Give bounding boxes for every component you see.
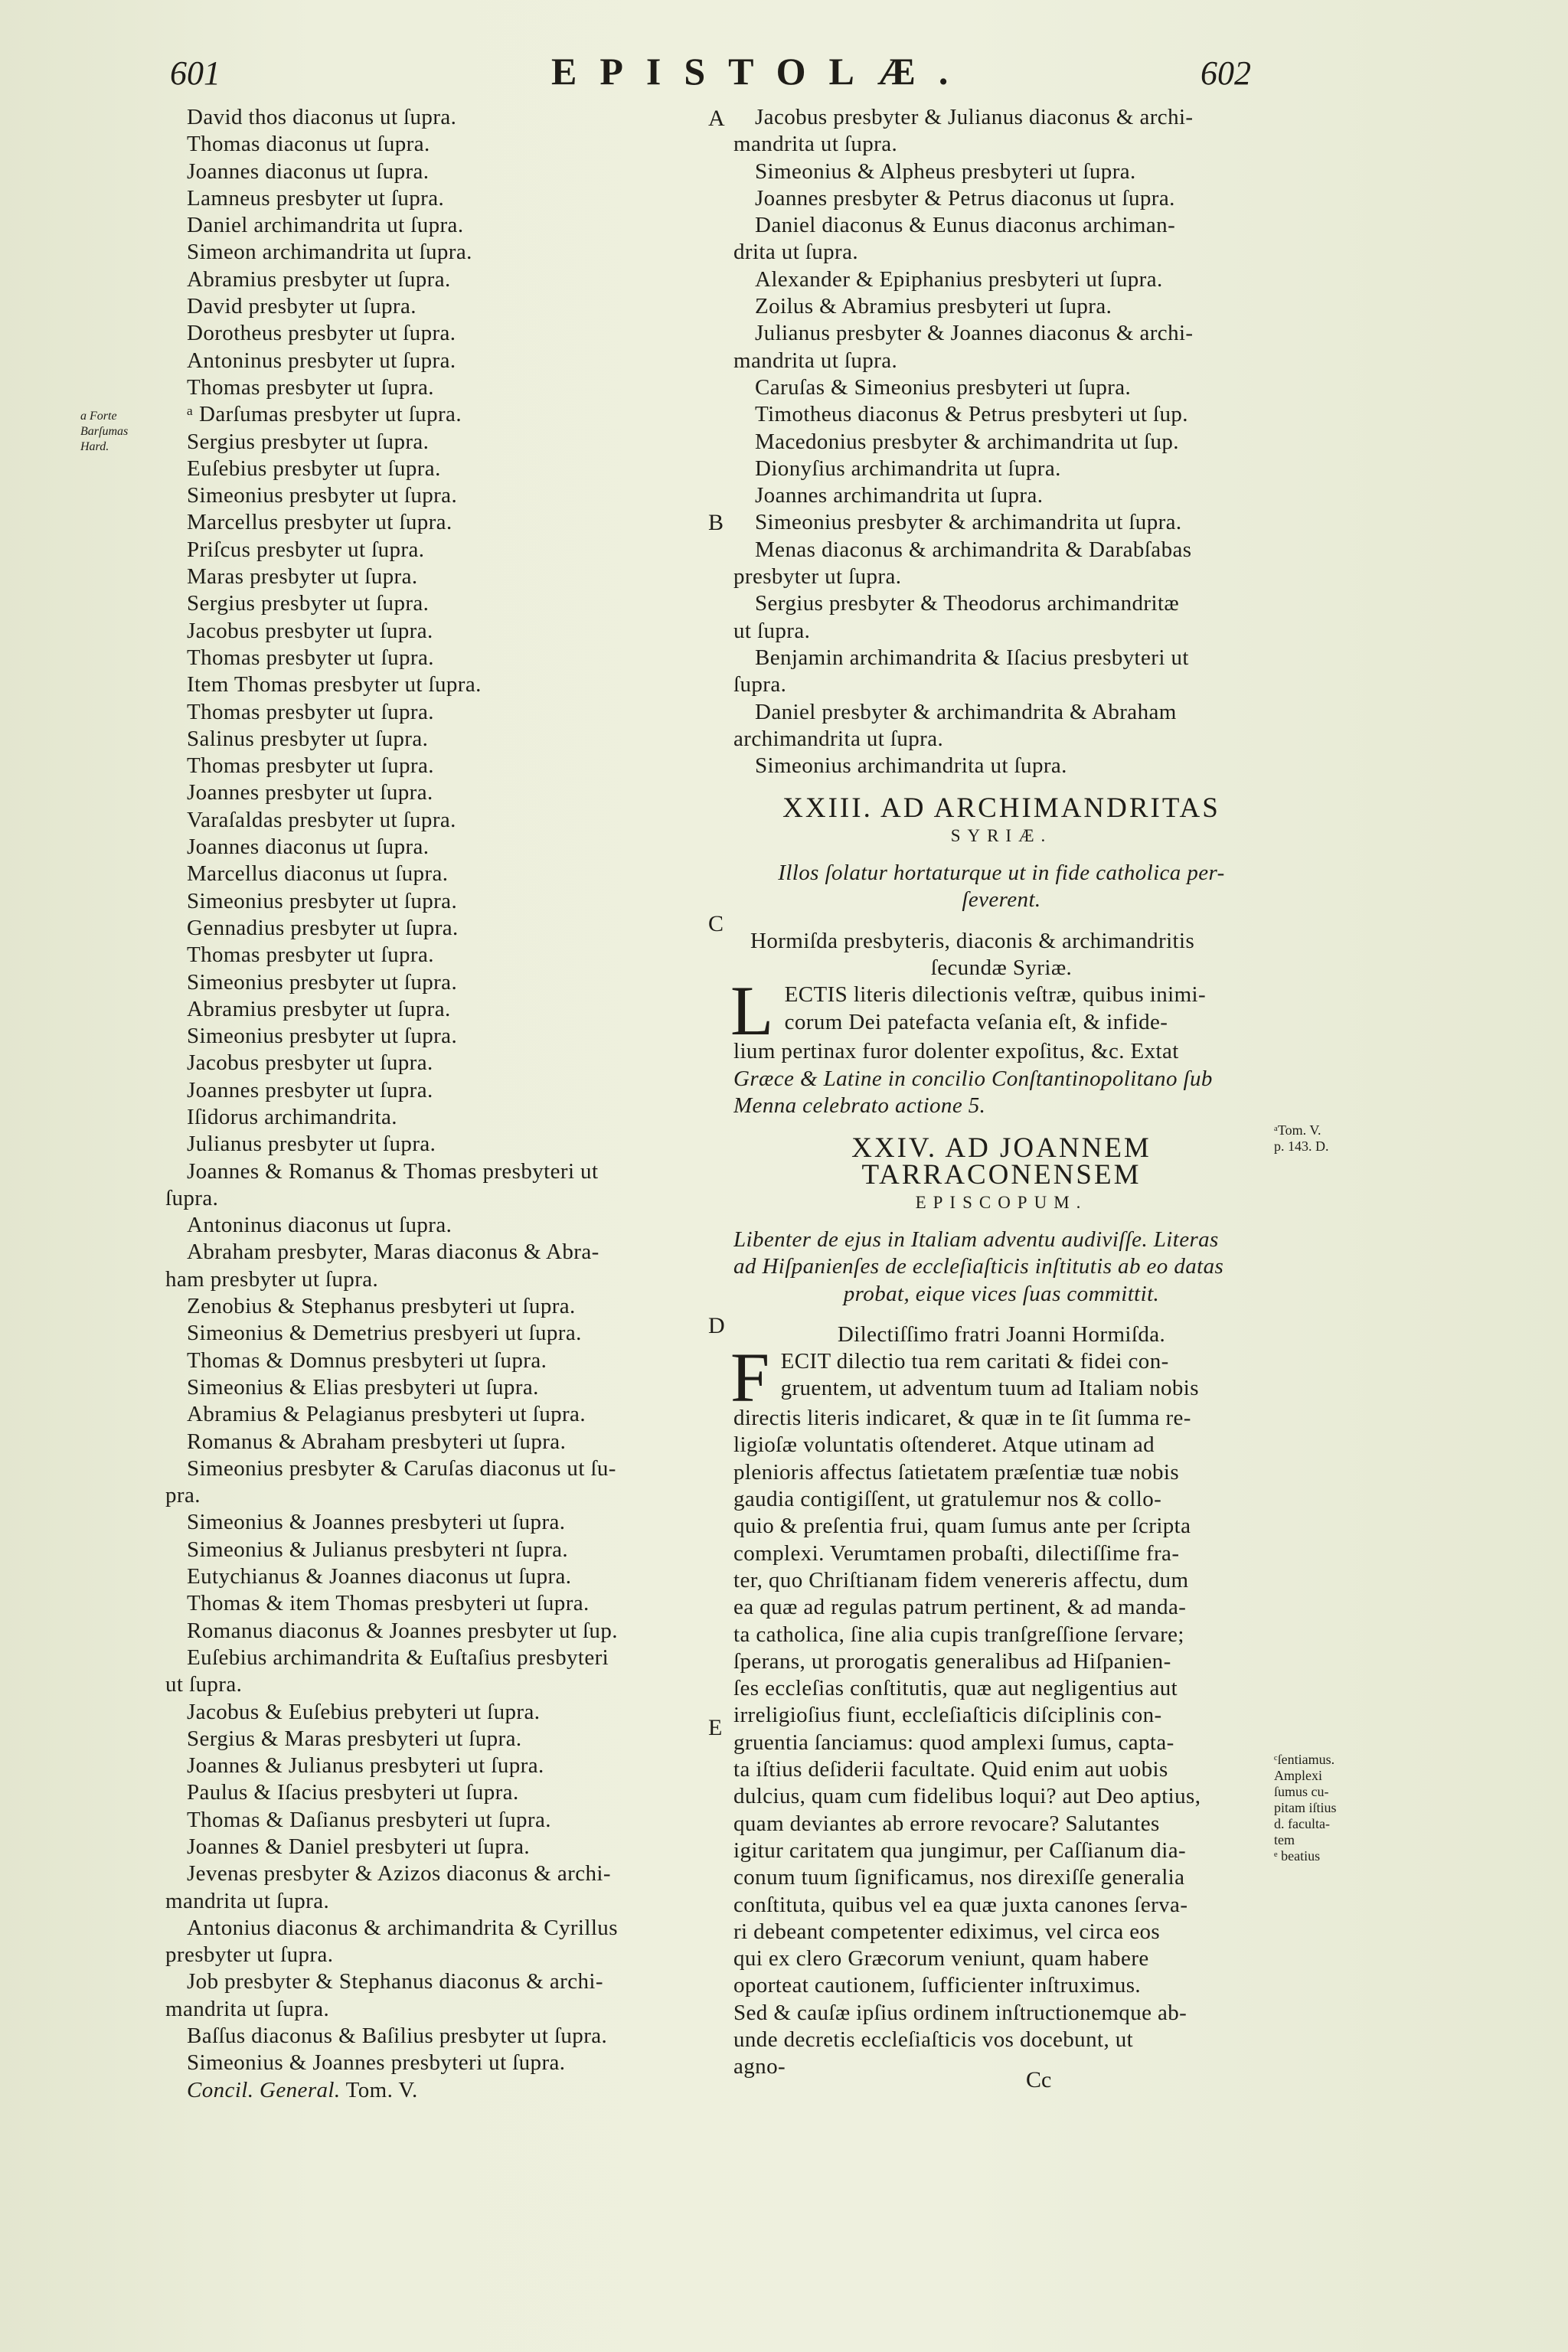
text-line: Abramius & Pelagianus presbyteri ut ſupra.: [187, 1402, 586, 1427]
body-line: Sed & cauſæ ipſius ordinem inſtructionemque ab-: [733, 2000, 1187, 2025]
body-line: dulcius, quam cum fidelibus loqui? aut Deo aptius,: [733, 1784, 1201, 1809]
footer-roman: Tom. V.: [345, 2077, 418, 2102]
text-line: ſupra.: [733, 672, 787, 697]
running-title: EPISTOLÆ.: [551, 50, 972, 93]
margin-note-line: ᵃTom. V.: [1274, 1122, 1321, 1138]
text-line: ſupra.: [165, 1185, 219, 1210]
body-line: corum Dei patefacta veſania eſt, & infide-: [784, 1009, 1168, 1034]
body-line: lium pertinax furor dolenter expoſitus, &c. Extat: [733, 1039, 1179, 1064]
text-line: Simeonius presbyter ut ſupra.: [187, 888, 458, 913]
text-line: Dionyſius archimandrita ut ſupra.: [755, 456, 1061, 481]
section-23-dropcap: L: [730, 972, 774, 1050]
text-line: Simeonius presbyter ut ſupra.: [187, 1024, 458, 1049]
body-line: plenioris affectus ſatietatem præſentiæ tuæ nobis: [733, 1459, 1180, 1485]
text-line: Benjamin archimandrita & Iſacius presbyteri ut: [755, 645, 1189, 670]
text-line: Simeonius presbyter ut ſupra.: [187, 483, 458, 508]
text-line: Caruſas & Simeonius presbyteri ut ſupra.: [755, 374, 1132, 400]
left-column: [165, 104, 701, 2104]
text-line: Gennadius presbyter ut ſupra.: [187, 915, 459, 940]
text-line: Jacobus presbyter ut ſupra.: [187, 618, 433, 643]
text-line: Thomas & Daſianus presbyteri ut ſupra.: [187, 1807, 551, 1832]
text-line: Thomas diaconus ut ſupra.: [187, 132, 430, 157]
text-line: pra.: [165, 1483, 201, 1508]
text-line: Thomas & Domnus presbyteri ut ſupra.: [187, 1348, 547, 1373]
text-line: Zoilus & Abramius presbyteri ut ſupra.: [755, 294, 1112, 319]
text-line: Daniel archimandrita ut ſupra.: [187, 213, 464, 238]
text-line: Simeonius & Joannes presbyteri ut ſupra.: [187, 2050, 566, 2076]
text-line: Romanus & Abraham presbyteri ut ſupra.: [187, 1429, 567, 1454]
margin-note-line: d. faculta-: [1274, 1816, 1330, 1831]
section-letter-a: A: [708, 106, 725, 131]
section-24-subtitle: EPISCOPUM.: [915, 1192, 1088, 1212]
text-line: Timotheus diaconus & Petrus presbyteri ut ſup.: [755, 402, 1188, 427]
margin-note-line: p. 143. D.: [1274, 1138, 1329, 1154]
text-line: Joannes diaconus ut ſupra.: [187, 158, 430, 184]
text-line: Thomas presbyter ut ſupra.: [187, 753, 434, 779]
text-line: Daniel presbyter & archimandrita & Abraham: [755, 699, 1177, 724]
text-line: Sergius presbyter ut ſupra.: [187, 591, 430, 616]
text-line: Simeonius & Alpheus presbyteri ut ſupra.: [755, 158, 1136, 184]
body-line: ter, quo Chriſtianam fidem venereris affectu, dum: [733, 1567, 1189, 1592]
section-24-dropcap: F: [730, 1338, 770, 1417]
text-line: Simeonius presbyter & Caruſas diaconus ut ſu-: [187, 1455, 616, 1481]
text-line: Sergius presbyter ut ſupra.: [187, 429, 430, 454]
signature-mark: Cc: [1026, 2067, 1052, 2092]
section-letter-b: B: [708, 510, 724, 535]
body-line: quio & preſentia frui, quam ſumus ante per ſcripta: [733, 1514, 1191, 1539]
text-line: Joannes & Romanus & Thomas presbyteri ut: [187, 1158, 599, 1184]
text-line: Joannes diaconus ut ſupra.: [187, 835, 430, 860]
body-line: ECIT dilectio tua rem caritati & fidei con-: [780, 1349, 1169, 1374]
body-line: ſperans, ut prorogatis generalibus ad Hiſpanien-: [733, 1648, 1171, 1674]
text-line: Menas diaconus & archimandrita & Darabſabas: [755, 537, 1192, 562]
section-23-body: [730, 972, 1269, 1119]
body-line: conum tuum ſignificamus, nos direxiſſe generalia: [733, 1865, 1185, 1890]
body-line: igitur caritatem qua jungimur, per Caſſianum dia-: [733, 1838, 1187, 1863]
section-23-subtitle: SYRIÆ.: [950, 825, 1053, 845]
text-line: Sergius & Maras presbyteri ut ſupra.: [187, 1726, 522, 1751]
body-line: ri debeant competenter ediximus, vel circa eos: [733, 1919, 1161, 1944]
body-line: directis literis indicaret, & quæ in te ſit ſumma re-: [733, 1406, 1191, 1431]
text-line: Julianus presbyter & Joannes diaconus & archi-: [755, 321, 1194, 346]
section-24-address: Dilectiſſimo fratri Joanni Hormiſda.: [837, 1321, 1166, 1347]
section-letter-c: C: [708, 911, 724, 936]
text-line: Simeonius & Joannes presbyteri ut ſupra.: [187, 1510, 566, 1535]
text-line: Paulus & Iſacius presbyteri ut ſupra.: [187, 1780, 519, 1805]
text-line: drita ut ſupra.: [733, 240, 859, 265]
text-line: David presbyter ut ſupra.: [187, 294, 416, 319]
text-line: Thomas & item Thomas presbyteri ut ſupra.: [187, 1591, 590, 1616]
text-line: ut ſupra.: [733, 618, 811, 643]
margin-note-line: Barſumas: [80, 425, 129, 438]
page-number-right: 602: [1200, 54, 1251, 92]
text-line: Joannes presbyter ut ſupra.: [187, 780, 433, 805]
text-line: Simeonius & Julianus presbyteri nt ſupra.: [187, 1537, 569, 1562]
text-line: mandrita ut ſupra.: [733, 132, 898, 157]
body-line: gruentem, ut adventum tuum ad Italiam nobis: [780, 1376, 1199, 1401]
text-line: mandrita ut ſupra.: [165, 1888, 330, 1913]
margin-note-line: ᵉ beatius: [1274, 1848, 1321, 1864]
text-line: Jacobus presbyter & Julianus diaconus & archi-: [755, 105, 1194, 129]
text-line: Abraham presbyter, Maras diaconus & Abra-: [187, 1240, 599, 1265]
text-line: Varaſaldas presbyter ut ſupra.: [187, 807, 456, 832]
text-line: Simeonius archimandrita ut ſupra.: [755, 753, 1067, 779]
body-line: unde decretis eccleſiaſticis vos docebunt, ut: [733, 2027, 1134, 2052]
left-margin-note: [80, 409, 128, 455]
text-line: Thomas presbyter ut ſupra.: [187, 645, 434, 670]
text-line: Daniel diaconus & Eunus diaconus archiman-: [755, 213, 1176, 238]
body-line: qui ex clero Græcorum veniunt, quam habere: [733, 1946, 1149, 1971]
text-line: Simeonius presbyter & archimandrita ut ſupra.: [755, 510, 1182, 535]
section-23-address-line: ſecundæ Syriæ.: [930, 955, 1073, 980]
text-line: Simeonius & Demetrius presbyeri ut ſupra.: [187, 1321, 582, 1346]
text-line: Marcellus diaconus ut ſupra.: [187, 861, 449, 887]
text-line: presbyter ut ſupra.: [733, 564, 902, 590]
text-line: Jevenas presbyter & Azizos diaconus & archi-: [187, 1861, 611, 1886]
text-line: mandrita ut ſupra.: [733, 348, 898, 373]
footer-italic: Concil. General.: [187, 2077, 341, 2102]
text-line: Priſcus presbyter ut ſupra.: [187, 537, 425, 562]
text-line: David thos diaconus ut ſupra.: [187, 105, 457, 129]
text-line: Lamneus presbyter ut ſupra.: [187, 185, 445, 211]
body-line: oporteat cautionem, ſufficienter inſtruximus.: [733, 1973, 1142, 1998]
body-line: conſtituta, quibus vel ea quæ juxta canones ſerva-: [733, 1892, 1188, 1917]
body-line: ſes eccleſias conſtitutis, quæ aut negligentius aut: [733, 1676, 1178, 1701]
text-line: Maras presbyter ut ſupra.: [187, 564, 418, 590]
text-line: presbyter ut ſupra.: [165, 1942, 334, 1968]
body-line: ligioſæ voluntatis oſtenderet. Atque utinam ad: [733, 1432, 1155, 1458]
section-24-summary-line: ad Hiſpanienſes de eccleſiaſticis inſtitutis ab eo datas: [733, 1254, 1224, 1279]
text-line: Euſebius presbyter ut ſupra.: [187, 456, 441, 481]
right-list: [733, 104, 1269, 779]
body-line: agno-: [733, 2054, 786, 2079]
right-column: [730, 104, 1269, 2081]
section-24-body-rest: [733, 1405, 1269, 2080]
section-23-title: XXIII. AD ARCHIMANDRITAS: [782, 792, 1220, 825]
margin-note-line: ſumus cu-: [1274, 1784, 1329, 1799]
body-line: Menna celebrato actione 5.: [733, 1093, 986, 1118]
text-line: Alexander & Epiphanius presbyteri ut ſupra.: [755, 266, 1163, 292]
section-letter-d: D: [708, 1313, 725, 1338]
body-line: ea quæ ad regulas patrum pertinent, & ad manda-: [733, 1595, 1187, 1620]
text-line: Jacobus presbyter ut ſupra.: [187, 1050, 433, 1076]
text-line: Joannes presbyter & Petrus diaconus ut ſupra.: [755, 185, 1175, 211]
left-list: [165, 104, 701, 2077]
section-23-summary-line: ſeverent.: [962, 887, 1041, 913]
text-line: Antonius diaconus & archimandrita & Cyrillus: [187, 1915, 618, 1940]
section-23-summary-line: Illos ſolatur hortaturque ut in fide catholica per-: [778, 861, 1225, 886]
right-margin-variant-notes: [1274, 1752, 1337, 1864]
text-line: Macedonius presbyter & archimandrita ut ſup.: [755, 429, 1179, 454]
left-footer: [165, 2077, 701, 2104]
section-24-body: [730, 1338, 1269, 2080]
text-line: Sergius presbyter & Theodorus archimandritæ: [755, 591, 1180, 616]
text-line: Julianus presbyter ut ſupra.: [187, 1132, 436, 1157]
page-number-left: 601: [170, 54, 220, 92]
text-line: Thomas presbyter ut ſupra.: [187, 699, 434, 724]
text-line: archimandrita ut ſupra.: [733, 726, 944, 751]
body-line: gruentia ſanciamus: quod amplexi ſumus, capta-: [733, 1730, 1174, 1755]
text-line: Job presbyter & Stephanus diaconus & archi-: [187, 1969, 603, 1994]
text-line: Abramius presbyter ut ſupra.: [187, 266, 451, 292]
text-line: Antoninus presbyter ut ſupra.: [187, 348, 456, 373]
section-23-address-line: Hormiſda presbyteris, diaconis & archimandritis: [750, 928, 1195, 953]
margin-note-line: a Forte: [80, 410, 117, 423]
text-line: mandrita ut ſupra.: [165, 1996, 330, 2021]
text-line: Eutychianus & Joannes diaconus ut ſupra.: [187, 1564, 572, 1589]
text-line: Joannes & Julianus presbyteri ut ſupra.: [187, 1753, 544, 1779]
text-line: Euſebius archimandrita & Euſtaſius presbyteri: [187, 1645, 609, 1670]
text-line: Salinus presbyter ut ſupra.: [187, 726, 429, 751]
section-24-title: XXIV. AD JOANNEM TARRACONENSEM: [851, 1132, 1152, 1191]
body-line: gaudia contigiſſent, ut gratulemur nos & collo-: [733, 1487, 1162, 1512]
section-24-summary-line: probat, eique vices ſuas committit.: [843, 1281, 1160, 1306]
text-line: ᵃ Darſumas presbyter ut ſupra.: [187, 402, 462, 427]
text-line: Simeon archimandrita ut ſupra.: [187, 240, 472, 265]
section-letter-e: E: [708, 1715, 723, 1740]
margin-note-line: tem: [1274, 1832, 1295, 1847]
text-line: Jacobus & Euſebius prebyteri ut ſupra.: [187, 1699, 541, 1724]
text-line: Antoninus diaconus ut ſupra.: [187, 1213, 452, 1238]
text-line: Simeonius & Elias presbyteri ut ſupra.: [187, 1374, 539, 1400]
text-line: Dorotheus presbyter ut ſupra.: [187, 321, 456, 346]
text-line: Thomas presbyter ut ſupra.: [187, 374, 434, 400]
text-line: Zenobius & Stephanus presbyteri ut ſupra.: [187, 1294, 576, 1319]
margin-note-line: Hard.: [80, 440, 109, 453]
text-line: Iſidorus archimandrita.: [187, 1104, 397, 1129]
body-line: irreligioſius fiunt, eccleſiaſticis diſciplinis con-: [733, 1703, 1162, 1728]
text-line: ut ſupra.: [165, 1672, 243, 1697]
text-line: Joannes & Daniel presbyteri ut ſupra.: [187, 1834, 531, 1859]
margin-note-line: ᶜſentiamus.: [1274, 1752, 1335, 1767]
right-margin-tom-note: [1274, 1122, 1329, 1155]
margin-note-line: Amplexi: [1274, 1768, 1322, 1783]
body-line: ECTIS literis dilectionis veſtræ, quibus inimi-: [784, 982, 1207, 1008]
text-line: Baſſus diaconus & Baſilius presbyter ut ſupra.: [187, 2024, 608, 2049]
body-line: complexi. Verumtamen probaſti, dilectiſſime fra-: [733, 1540, 1180, 1566]
text-line: Joannes presbyter ut ſupra.: [187, 1077, 433, 1102]
text-line: Abramius presbyter ut ſupra.: [187, 996, 451, 1021]
body-line: ta catholica, ſine alia cupis tranſgreſſione ſervare;: [733, 1622, 1184, 1647]
body-line: quam deviantes ab errore revocare? Salutantes: [733, 1811, 1160, 1836]
margin-note-line: pitam iſtius: [1274, 1800, 1337, 1815]
text-line: Joannes archimandrita ut ſupra.: [755, 483, 1044, 508]
text-line: Thomas presbyter ut ſupra.: [187, 942, 434, 968]
text-line: Item Thomas presbyter ut ſupra.: [187, 672, 482, 697]
text-line: Romanus diaconus & Joannes presbyter ut ſup.: [187, 1618, 618, 1643]
section-24-summary-line: Libenter de ejus in Italiam adventu audiviſſe. Literas: [733, 1227, 1219, 1252]
text-line: Marcellus presbyter ut ſupra.: [187, 510, 452, 535]
text-line: Simeonius presbyter ut ſupra.: [187, 969, 458, 995]
body-line: ta iſtius deſiderii facultate. Quid enim aut uobis: [733, 1757, 1168, 1782]
text-line: ham presbyter ut ſupra.: [165, 1266, 379, 1292]
body-line: Græce & Latine in concilio Conſtantinopolitano ſub: [733, 1066, 1213, 1091]
